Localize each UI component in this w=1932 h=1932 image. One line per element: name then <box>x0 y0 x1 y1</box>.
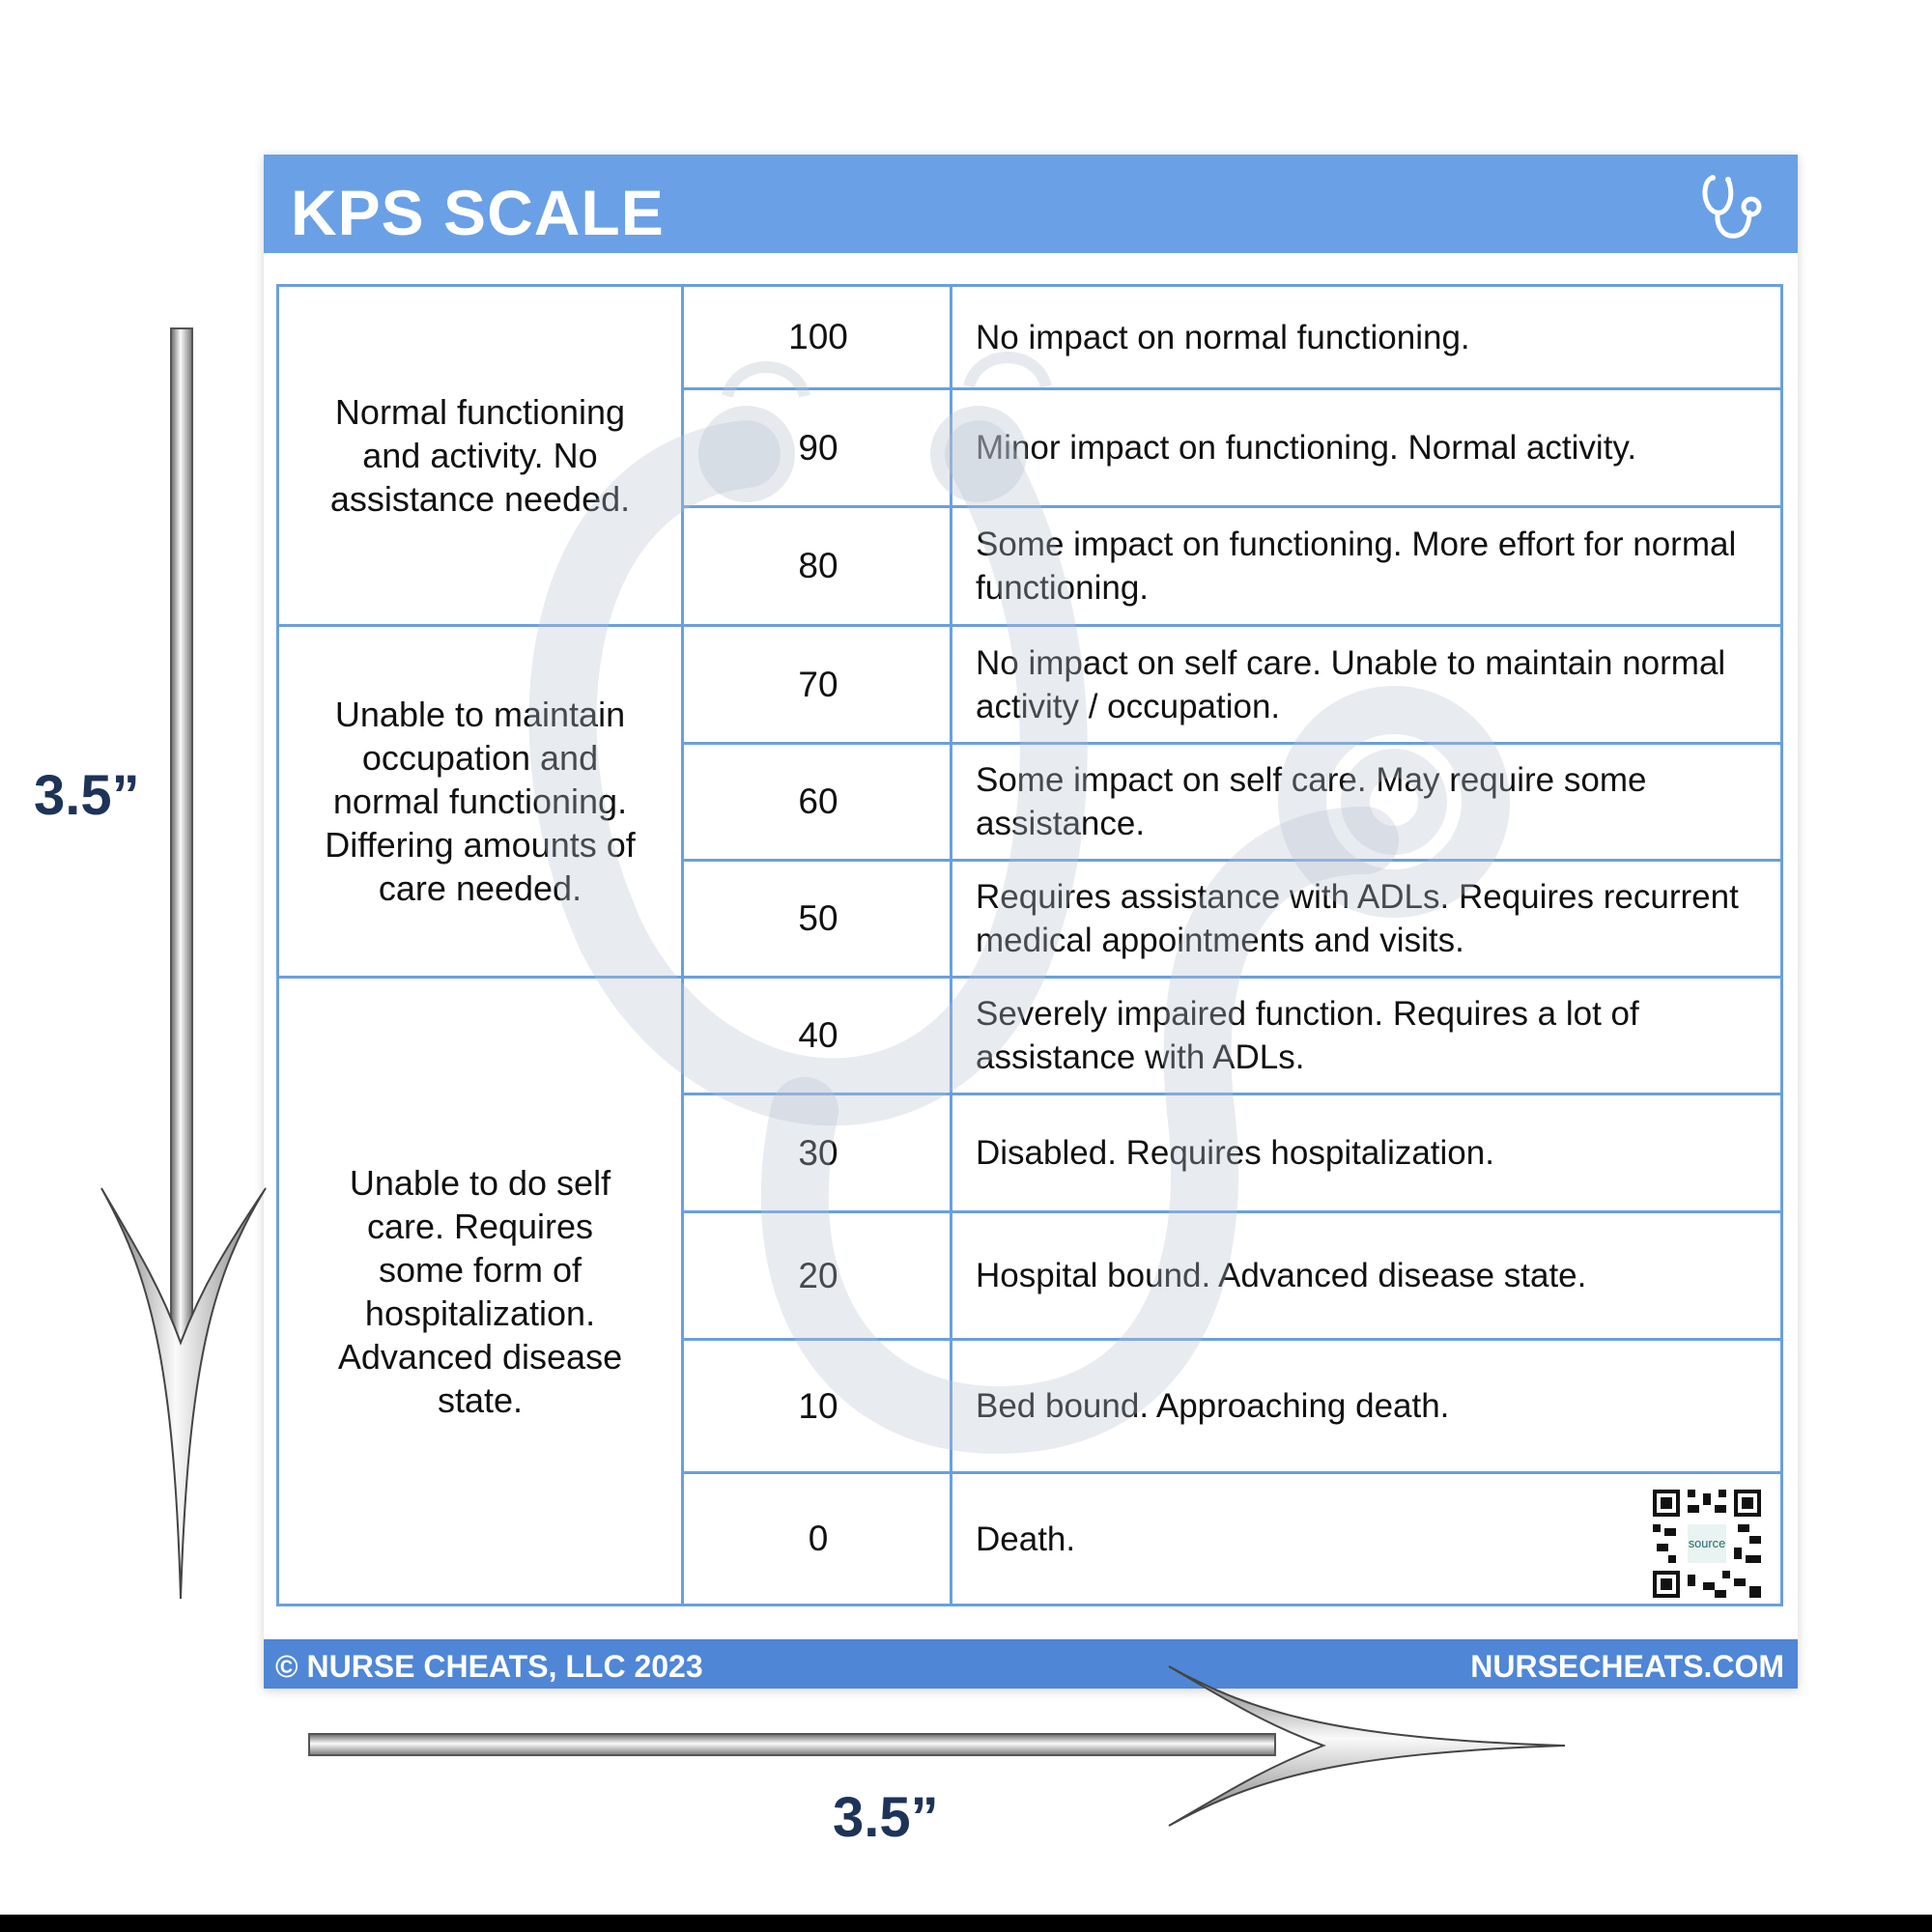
table-row <box>684 979 1780 1095</box>
table-row <box>684 862 1780 979</box>
score-value: 40 <box>798 1015 838 1055</box>
vertical-dimension-arrow-icon <box>92 319 275 1604</box>
score-value: 50 <box>798 898 838 938</box>
table-row <box>684 287 1780 390</box>
score-description: Some impact on functioning. More effort for normal functioning. <box>976 526 1737 607</box>
score-description: No impact on self care. Unable to maintain normal activity / occupation. <box>976 643 1726 725</box>
table-row <box>684 1474 1780 1604</box>
website-link[interactable]: NURSECHEATS.COM <box>1470 1649 1784 1684</box>
score-description: Minor impact on functioning. Normal activity. <box>976 429 1637 467</box>
score-description: Disabled. Requires hospitalization. <box>976 1134 1494 1172</box>
card-title: KPS SCALE <box>291 177 665 248</box>
table-row <box>684 1213 1780 1341</box>
category-cell <box>279 627 681 979</box>
qr-center-label: source <box>1688 1536 1726 1550</box>
kps-table <box>276 284 1783 1606</box>
score-description: Bed bound. Approaching death. <box>976 1387 1450 1425</box>
score-description: Some impact on self care. May require some assistance. <box>976 761 1647 842</box>
table-row <box>684 508 1780 627</box>
score-value: 30 <box>798 1132 838 1173</box>
kps-scale-card <box>264 155 1798 1689</box>
table-row <box>684 627 1780 745</box>
score-description: Death. <box>976 1520 1076 1558</box>
score-value: 20 <box>798 1255 838 1295</box>
height-dimension-label: 3.5” <box>34 764 140 827</box>
card-header <box>264 155 1798 253</box>
table-row <box>684 1341 1780 1474</box>
score-value: 100 <box>788 317 848 356</box>
stethoscope-icon <box>1699 170 1769 243</box>
table-row <box>684 745 1780 862</box>
width-dimension-label: 3.5” <box>833 1786 939 1849</box>
score-value: 60 <box>798 781 838 821</box>
score-description: Requires assistance with ADLs. Requires recurrent medical appointments and visits. <box>976 878 1739 959</box>
bottom-border <box>0 1915 1932 1932</box>
copyright-text: © NURSE CHEATS, LLC 2023 <box>275 1649 703 1684</box>
score-value: 90 <box>798 427 838 468</box>
score-value: 70 <box>798 664 838 704</box>
category-label: Unable to maintain occupation and normal functioning. Differing amounts of care needed. <box>325 695 636 908</box>
table-row <box>684 1095 1780 1213</box>
score-description: Hospital bound. Advanced disease state. <box>976 1257 1587 1294</box>
category-cell <box>279 287 681 627</box>
score-description: Severely impaired function. Requires a lot of assistance with ADLs. <box>976 995 1639 1076</box>
category-label: Unable to do self care. Requires some form of hospitalization. Advanced disease state. <box>337 1162 623 1420</box>
category-cell <box>279 979 681 1604</box>
qr-code-icon <box>1653 1490 1761 1598</box>
category-label: Normal functioning and activity. No assistance needed. <box>329 392 631 519</box>
table-row <box>684 390 1780 508</box>
score-description: No impact on normal functioning. <box>976 318 1470 356</box>
score-value: 10 <box>798 1385 838 1426</box>
score-value: 80 <box>798 546 838 585</box>
score-value: 0 <box>808 1519 829 1558</box>
